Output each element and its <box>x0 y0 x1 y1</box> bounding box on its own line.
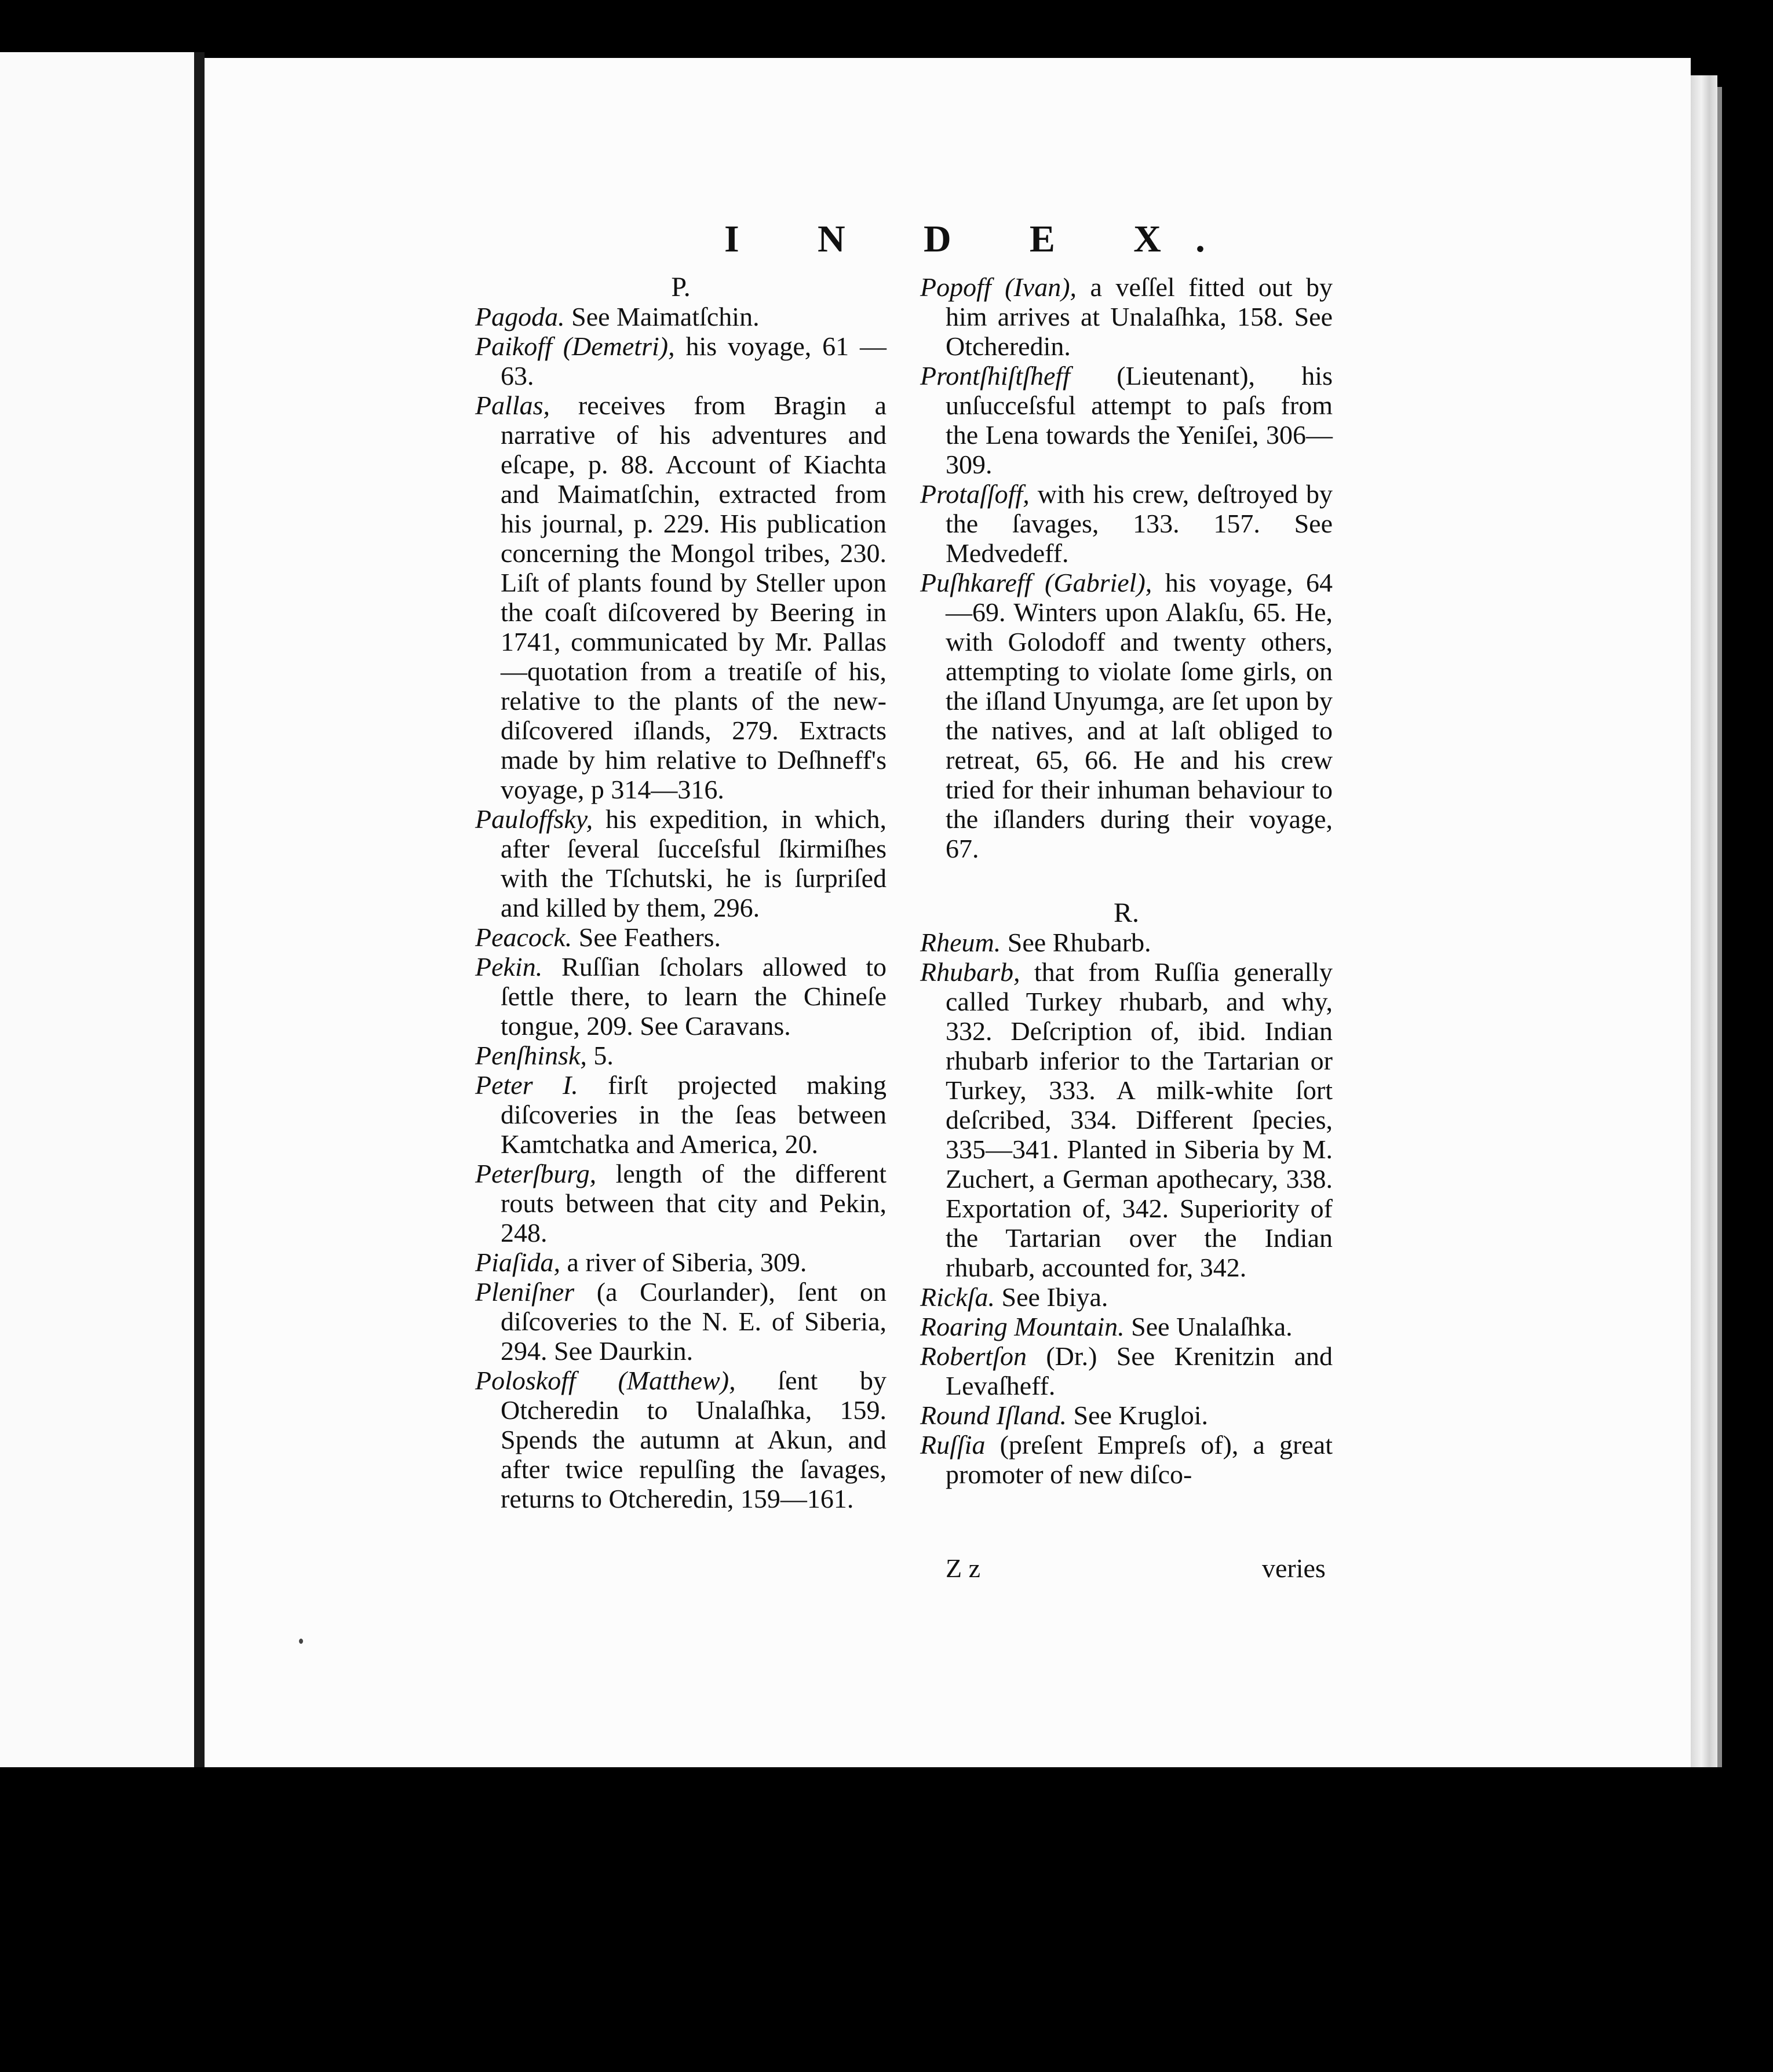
entry-text: (Lieutenant), his unſucceſsful attempt to paſs from the Lena towards the Yeniſei, 306—309. <box>946 361 1333 479</box>
section-letter-p: P. <box>671 272 691 302</box>
entry-text: See Krugloi. <box>1066 1400 1208 1430</box>
entry-headword: Rhubarb, <box>920 957 1020 987</box>
book-gutter <box>194 52 205 1767</box>
entry-headword: Paikoff (Demetri), <box>475 331 675 361</box>
entry-text: See Maimatſchin. <box>564 302 760 331</box>
entry-headword: Roaring Mountain. <box>920 1312 1125 1341</box>
entry-headword: Pagoda. <box>475 302 565 331</box>
entry-headword: Ruſſia <box>920 1430 986 1460</box>
page-title: I N D E X. <box>724 218 1240 260</box>
index-entry <box>475 922 887 952</box>
index-entry <box>920 1341 1333 1400</box>
entry-text: a veſſel fitted out by him arrives at Unalaſhka, 158. See Otcheredin. <box>946 272 1333 361</box>
index-entry <box>920 1400 1333 1430</box>
signature-mark: Z z <box>946 1553 981 1583</box>
entry-headword: Peacock. <box>475 922 572 952</box>
entry-headword: Peterſburg, <box>475 1159 597 1188</box>
index-entry <box>920 1312 1333 1341</box>
entry-text: that from Ruſſia generally called Turkey rhubarb, and why, 332. Deſcription of, ibid. Indian rhubarb inferior to the Tartarian or Turkey, 333. A milk-white ſort deſcribed, 334. Different ſpecies, 335—341. Planted in Siberia by M. Zuchert, a German apothecary, 338. Exportation of, 342. Superiority of the Tartarian over the Indian rhubarb, accounted for, 342. <box>946 957 1333 1282</box>
entry-text: See Feathers. <box>572 922 721 952</box>
index-entry <box>920 361 1333 479</box>
right-entries-p <box>920 272 1333 863</box>
index-entry <box>475 1247 887 1277</box>
index-entry <box>475 804 887 922</box>
entry-text: his voyage, 64—69. Winters upon Alakſu, 65. He, with Golodoff and twenty others, attempting to violate ſome girls, on the iſland Unyumga, are ſet upon by the natives, and at laſt obliged to retreat, 65, 66. He and his crew tried for their inhuman behaviour to the iſlanders during their voyage, 67. <box>946 568 1333 863</box>
left-entries <box>475 302 887 1513</box>
catchword: veries <box>1262 1553 1326 1583</box>
facing-page <box>0 52 194 1767</box>
left-column <box>475 272 887 1513</box>
index-entry <box>920 272 1333 361</box>
entry-text: ſent by Otcheredin to Unalaſhka, 159. Spends the autumn at Akun, and after twice repulſing the ſavages, returns to Otcheredin, 159—161. <box>501 1366 887 1513</box>
section-letter-r: R. <box>1113 898 1139 928</box>
index-entry <box>920 568 1333 863</box>
index-entry <box>920 928 1333 957</box>
entry-text: See Rhubarb. <box>1001 928 1151 957</box>
entry-headword: Robertſon <box>920 1341 1027 1371</box>
index-entry <box>920 1430 1333 1489</box>
index-entry <box>475 302 887 331</box>
entry-text: Ruſſian ſcholars allowed to ſettle there, to learn the Chineſe tongue, 209. See Caravans. <box>501 952 887 1041</box>
entry-text: his expedition, in which, after ſeveral ſucceſsful ſkirmiſhes with the Tſchutski, he is ſurpriſed and killed by them, 296. <box>501 804 887 922</box>
entry-headword: Round Iſland. <box>920 1400 1067 1430</box>
right-column <box>920 272 1333 1489</box>
entry-headword: Rheum. <box>920 928 1001 957</box>
entry-text: (preſent Empreſs of), a great promoter of new diſco- <box>946 1430 1333 1489</box>
index-entry <box>475 331 887 391</box>
paper-speck <box>299 1639 303 1644</box>
index-entry <box>475 1366 887 1513</box>
entry-headword: Pleniſner <box>475 1277 575 1307</box>
entry-headword: Popoff (Ivan), <box>920 272 1077 302</box>
entry-headword: Pallas, <box>475 391 550 420</box>
index-entry <box>475 391 887 804</box>
page-edge-shadow <box>1717 87 1722 1767</box>
entry-headword: Peter I. <box>475 1070 578 1100</box>
section-gap <box>920 863 1333 898</box>
index-entry <box>475 1070 887 1159</box>
index-entry <box>475 1277 887 1366</box>
entry-text: See Unalaſhka. <box>1124 1312 1293 1341</box>
entry-headword: Prontſhiſtſheff <box>920 361 1070 391</box>
entry-headword: Poloskoff (Matthew), <box>475 1366 736 1395</box>
entry-headword: Penſhinsk, <box>475 1041 587 1070</box>
entry-text: See Ibiya. <box>995 1282 1108 1312</box>
entry-text: a river of Siberia, 309. <box>560 1247 807 1277</box>
index-entry <box>920 479 1333 568</box>
entry-headword: Protaſſoff, <box>920 479 1030 509</box>
entry-text: receives from Bragin a narrative of his adventures and eſcape, p. 88. Account of Kiachta and Maimatſchin, extracted from his journal, p. 229. His publication concerning the Mongol tribes, 230. Liſt of plants found by Steller upon the coaſt diſcovered by Beering in 1741, communicated by Mr. Pallas—quotation from a treatiſe of his, relative to the plants of the new-diſcovered iſlands, 279. Extracts made by him relative to Deſhneff's voyage, p 314—316. <box>501 391 887 804</box>
index-entry <box>920 957 1333 1282</box>
entry-text: 5. <box>586 1041 614 1070</box>
index-entry <box>920 1282 1333 1312</box>
entry-text: (Dr.) See Krenitzin and Levaſheff. <box>946 1341 1333 1400</box>
entry-text: with his crew, deſtroyed by the ſavages, 133. 157. See Medvedeff. <box>946 479 1333 568</box>
entry-headword: Piaſida, <box>475 1247 560 1277</box>
entry-headword: Puſhkareff (Gabriel), <box>920 568 1152 597</box>
index-entry <box>475 952 887 1041</box>
index-entry <box>475 1159 887 1247</box>
entry-headword: Pekin. <box>475 952 543 982</box>
index-entry <box>475 1041 887 1070</box>
right-entries-r <box>920 928 1333 1489</box>
entry-text: (a Courlander), ſent on diſcoveries to the N. E. of Siberia, 294. See Daurkin. <box>501 1277 887 1366</box>
entry-headword: Pauloffsky, <box>475 804 593 834</box>
entry-text: his voyage, 61 —63. <box>501 331 887 391</box>
page-edge <box>1691 75 1717 1767</box>
entry-text: length of the different routs between that city and Pekin, 248. <box>501 1159 887 1247</box>
entry-headword: Rickſa. <box>920 1282 995 1312</box>
entry-text: firſt projected making diſcoveries in the ſeas between Kamtchatka and America, 20. <box>501 1070 887 1159</box>
